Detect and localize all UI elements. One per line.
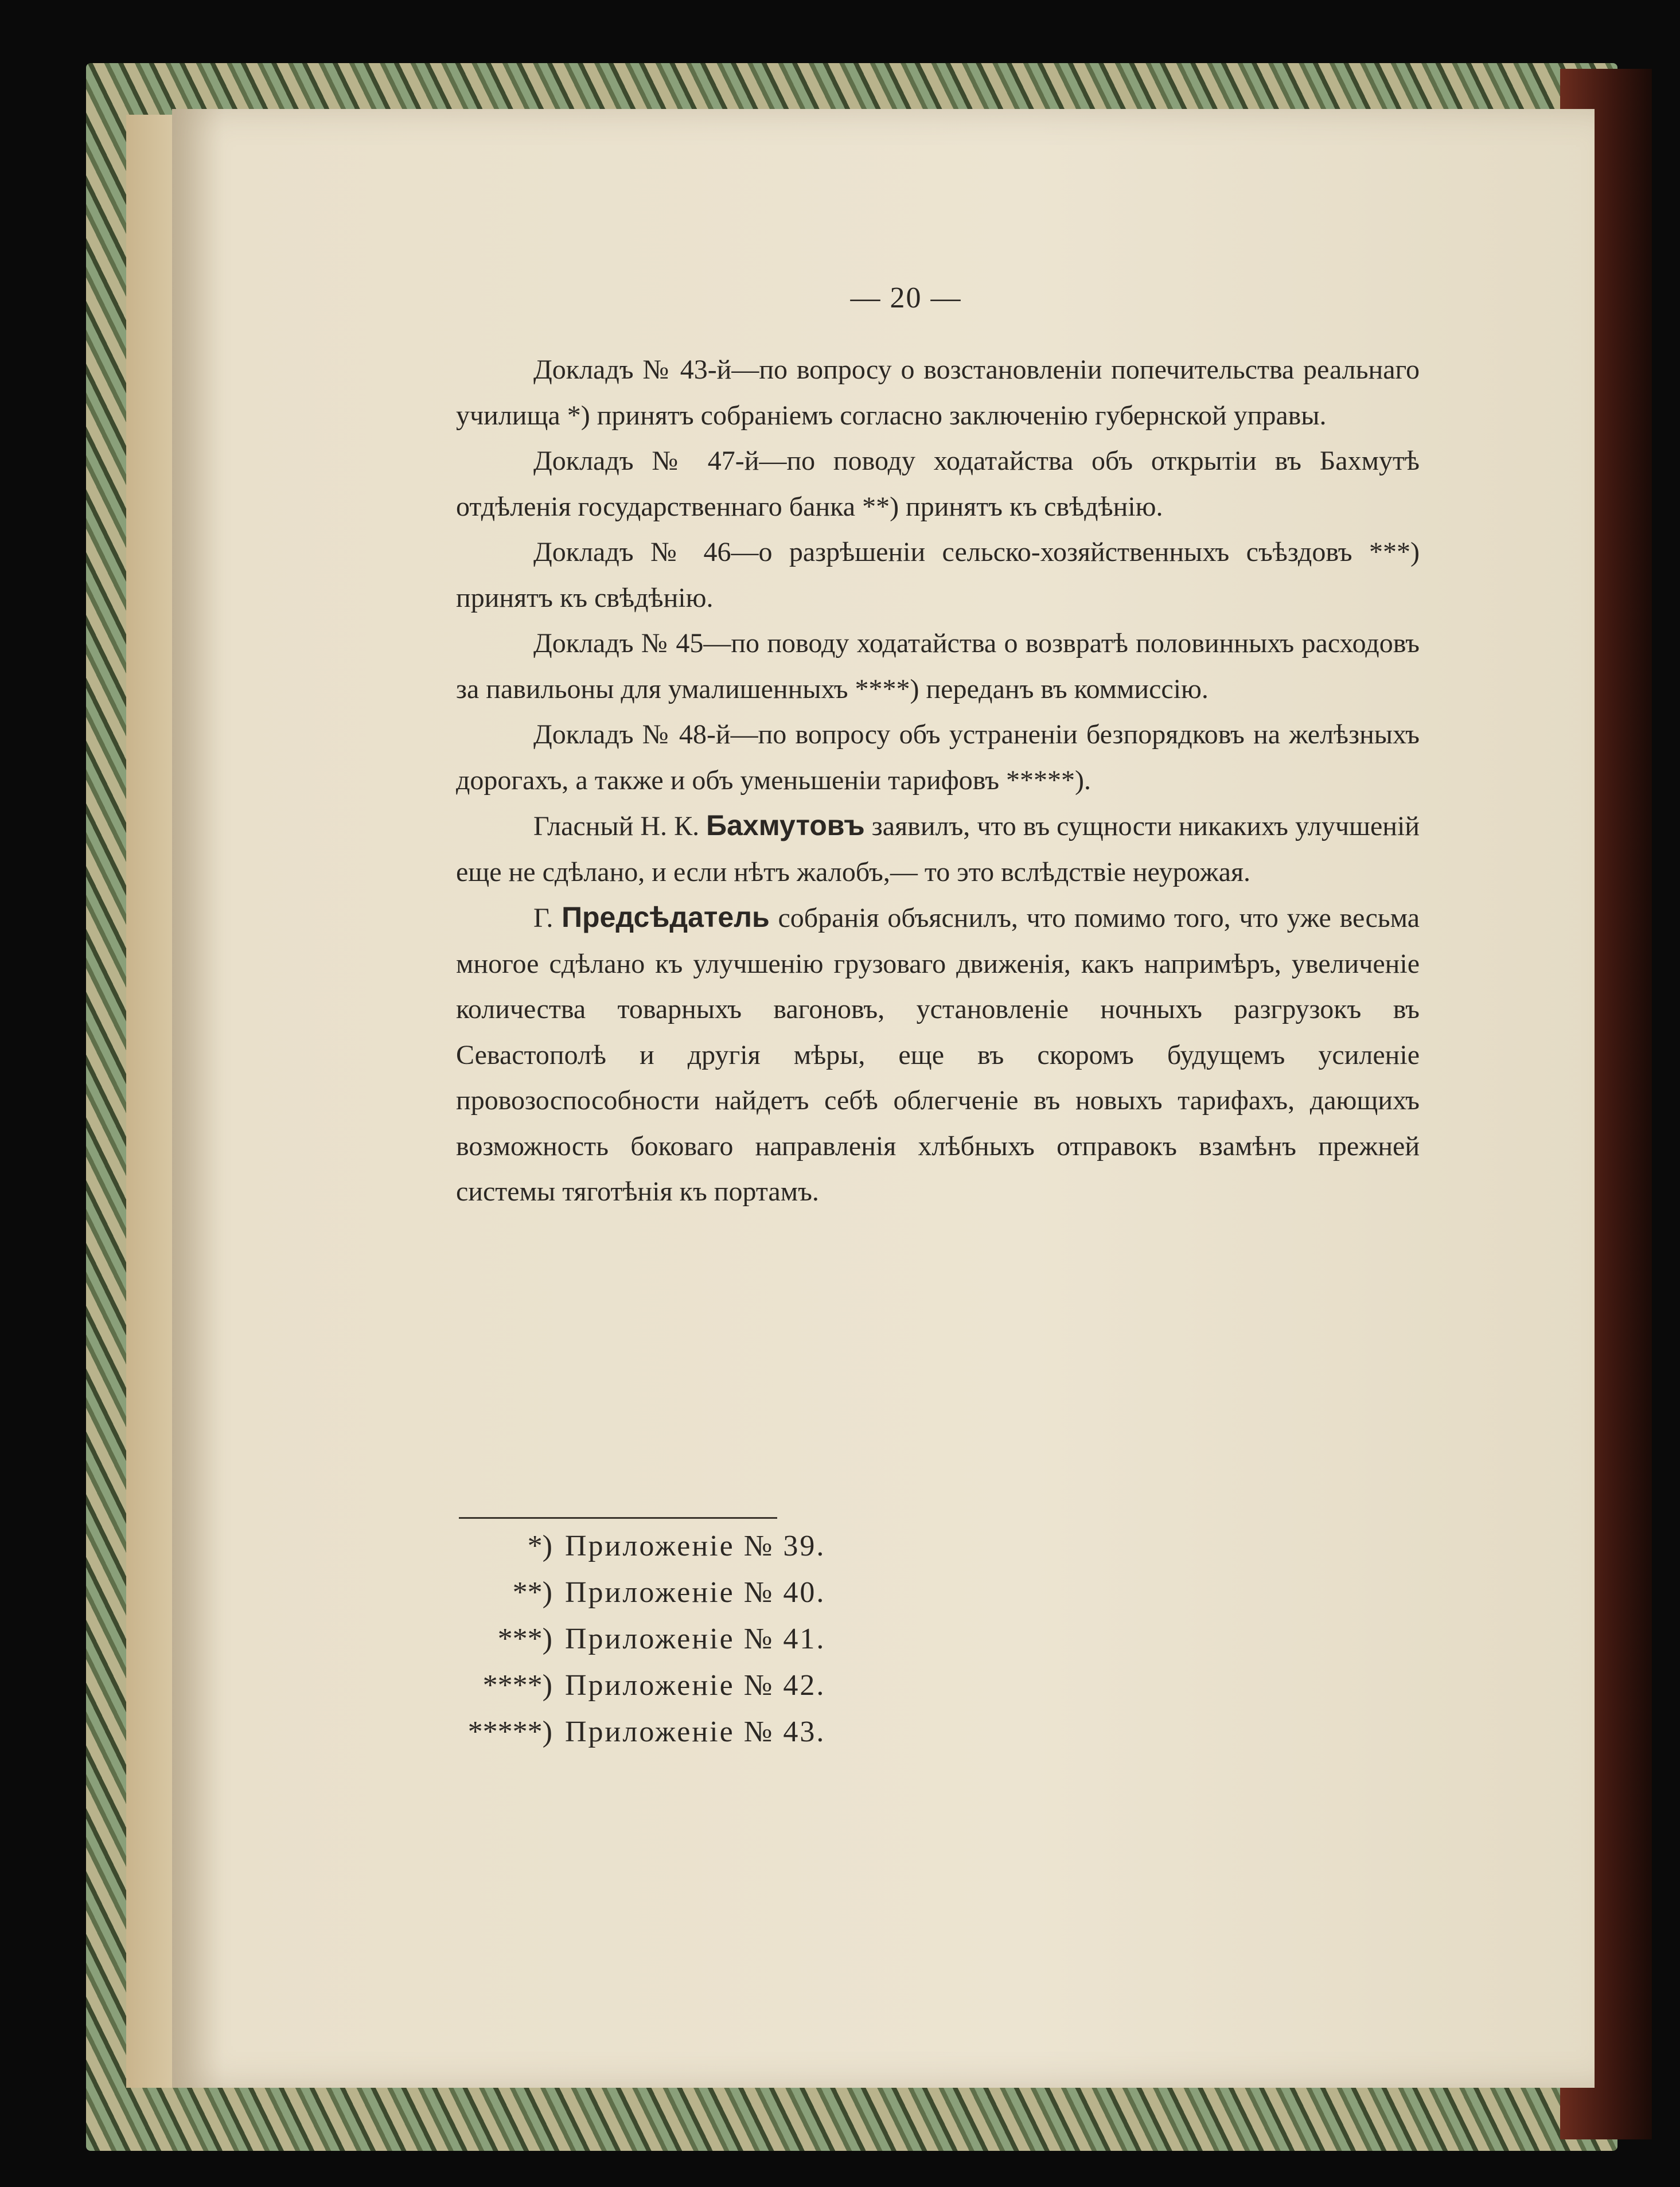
footnote	[459, 1616, 975, 1662]
body-text	[456, 347, 1420, 1215]
paragraph	[456, 803, 1420, 895]
paragraph-text: Докладъ № 46—о разрѣшеніи сельско-хозяйственныхъ съѣздовъ ***) принятъ къ свѣдѣнію.	[456, 537, 1420, 613]
paragraph	[456, 347, 1420, 438]
paragraph-text: заявилъ, что въ сущности никакихъ улучшеній еще не сдѣлано, и если нѣтъ жалобъ,— то это вслѣдствіе неурожая.	[456, 811, 1420, 887]
paragraph-text: Докладъ № 43-й—по вопросу о возстановленіи попечительства реальнаго училища *) принятъ собраніемъ согласно заключенію губернской управы.	[456, 354, 1420, 431]
footnotes	[459, 1523, 975, 1755]
speaker-name: Предсѣдатель	[562, 901, 770, 933]
page-gutter	[126, 115, 178, 2088]
footnote-separator	[459, 1517, 777, 1519]
paragraph	[456, 712, 1420, 803]
footnote-text: Приложеніе № 39.	[565, 1530, 826, 1562]
footnote-mark: *)	[527, 1530, 552, 1562]
paragraph	[456, 438, 1420, 529]
page-number: — 20 —	[850, 282, 962, 314]
footnote-mark: **)	[512, 1576, 552, 1609]
paragraph-text: Докладъ № 48-й—по вопросу объ устраненіи безпорядковъ на желѣзныхъ дорогахъ, а также и объ уменьшеніи тарифовъ *****).	[456, 719, 1420, 796]
footnote-mark: ***)	[497, 1623, 552, 1655]
footnote-text: Приложеніе № 40.	[565, 1576, 826, 1609]
footnote-mark: ****)	[482, 1669, 552, 1702]
footnote	[459, 1523, 975, 1569]
footnote	[459, 1662, 975, 1709]
paragraph	[456, 621, 1420, 712]
paragraph-text: Г.	[533, 903, 562, 933]
paragraph	[456, 895, 1420, 1215]
paragraph-text: собранія объяснилъ, что помимо того, что уже весьма многое сдѣлано къ улучшенію грузоваго движенія, какъ напримѣръ, увеличеніе количества товарныхъ вагоновъ, установленіе ночныхъ разгрузокъ въ Севастополѣ и другія мѣры, еще въ скоромъ будущемъ усиленіе провозоспособности найдетъ себѣ облегченіе въ новыхъ тарифахъ, дающихъ возможность боковаго направленія хлѣбныхъ отправокъ взамѣнъ прежней системы тяготѣнія къ портамъ.	[456, 903, 1420, 1207]
footnote	[459, 1709, 975, 1755]
paragraph-text: Гласный Н. К.	[533, 811, 707, 841]
speaker-name: Бахмутовъ	[706, 809, 865, 841]
paragraph	[456, 529, 1420, 621]
footnote	[459, 1569, 975, 1616]
footnote-text: Приложеніе № 42.	[565, 1669, 826, 1702]
footnote-mark: *****)	[467, 1716, 552, 1748]
footnote-text: Приложеніе № 41.	[565, 1623, 826, 1655]
paragraph-text: Докладъ № 47-й—по поводу ходатайства объ открытіи въ Бахмутѣ отдѣленія государственнаго банка **) принятъ къ свѣдѣнію.	[456, 446, 1420, 522]
footnote-text: Приложеніе № 43.	[565, 1716, 826, 1748]
paragraph-text: Докладъ № 45—по поводу ходатайства о возвратѣ половинныхъ расходовъ за павильоны для умалишенныхъ ****) переданъ въ коммиссію.	[456, 628, 1420, 704]
